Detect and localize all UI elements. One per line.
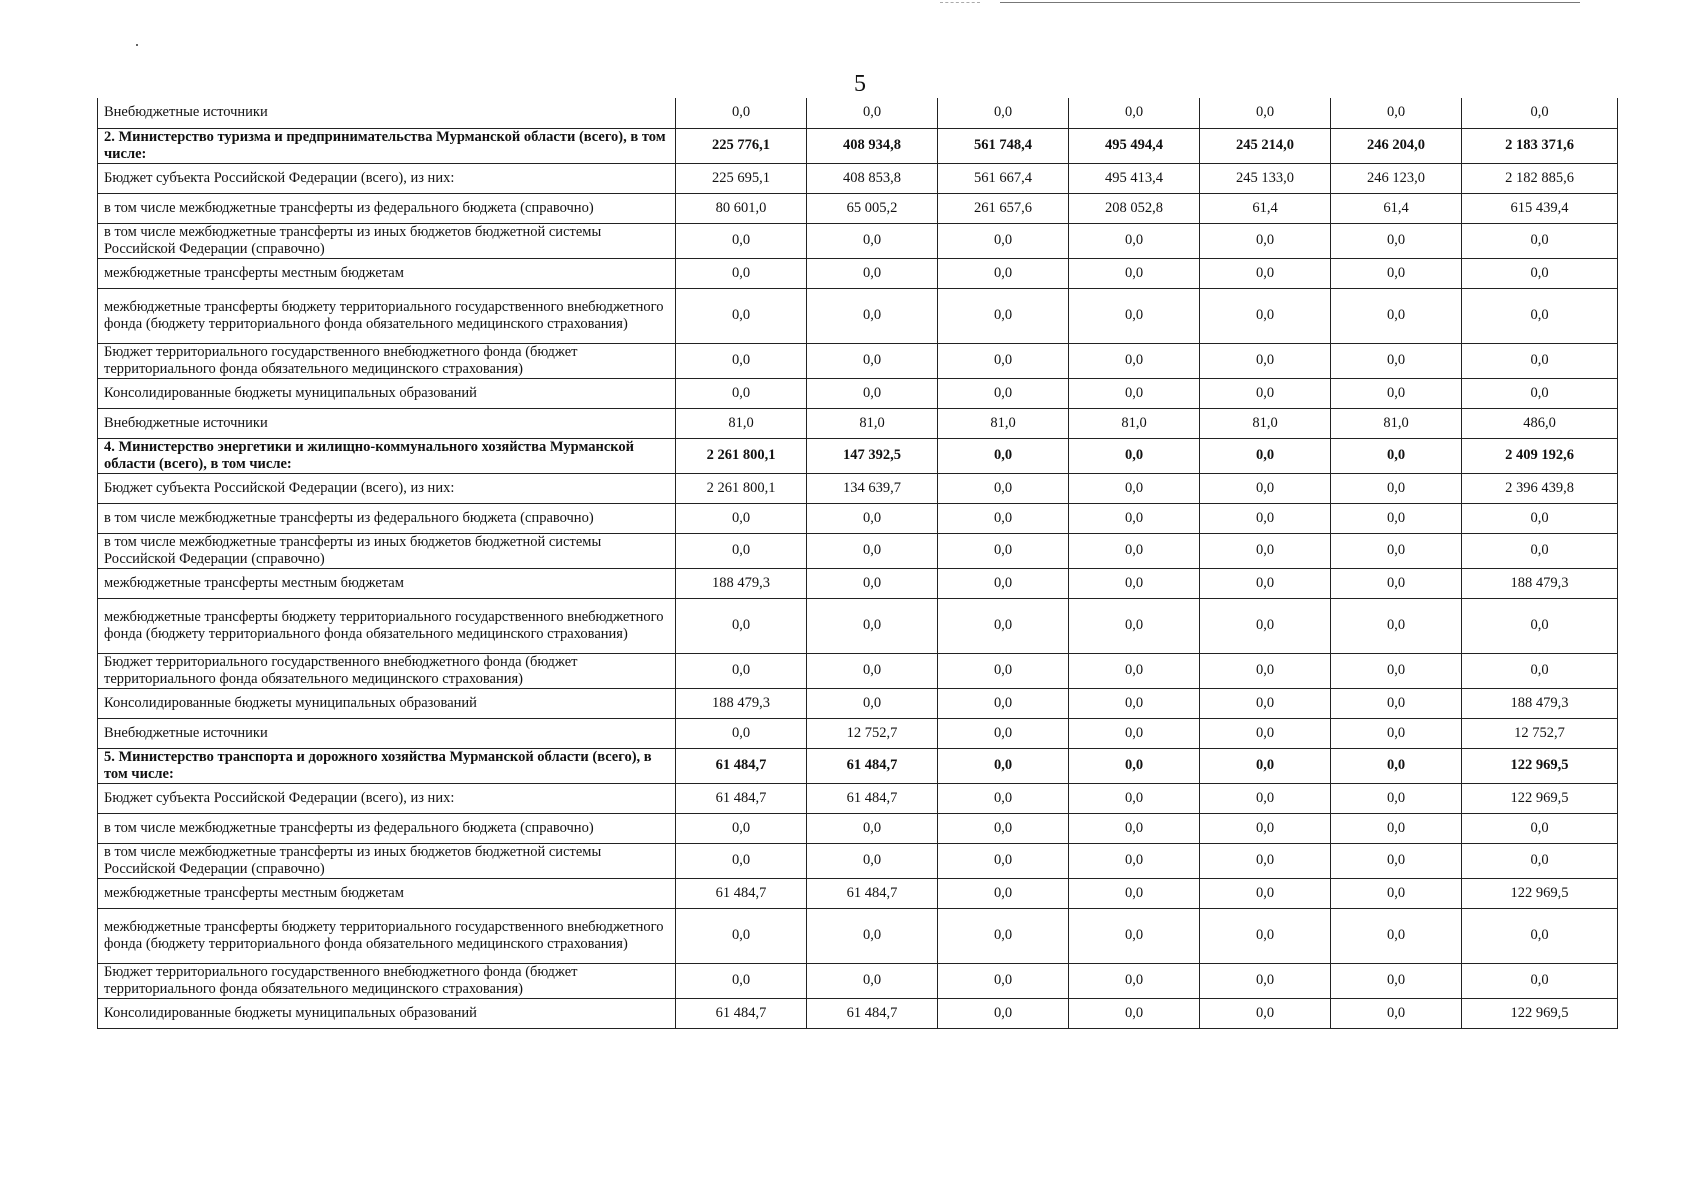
row-value-cell: 0,0 xyxy=(1200,343,1331,378)
row-value-cell: 0,0 xyxy=(1331,288,1462,343)
row-value-cell: 0,0 xyxy=(807,598,938,653)
row-value-cell: 0,0 xyxy=(1331,438,1462,473)
table-row xyxy=(98,98,1618,128)
row-value-cell: 0,0 xyxy=(1200,813,1331,843)
row-value-cell: 245 133,0 xyxy=(1200,163,1331,193)
row-label: Консолидированные бюджеты муниципальных образований xyxy=(98,378,676,408)
row-total-cell: 0,0 xyxy=(1462,598,1618,653)
row-value-cell: 0,0 xyxy=(1331,908,1462,963)
row-total-cell: 122 969,5 xyxy=(1462,748,1618,783)
table-row xyxy=(98,163,1618,193)
table-row xyxy=(98,963,1618,998)
row-value-cell: 0,0 xyxy=(1069,533,1200,568)
row-value-cell: 245 214,0 xyxy=(1200,128,1331,163)
page-number: 5 xyxy=(854,71,866,97)
row-value-cell: 0,0 xyxy=(1069,908,1200,963)
row-value-cell: 0,0 xyxy=(938,473,1069,503)
row-value-cell: 0,0 xyxy=(1200,223,1331,258)
row-label: Бюджет субъекта Российской Федерации (всего), из них: xyxy=(98,163,676,193)
row-total-cell: 0,0 xyxy=(1462,98,1618,128)
row-label: межбюджетные трансферты местным бюджетам xyxy=(98,878,676,908)
row-value-cell: 0,0 xyxy=(676,288,807,343)
budget-table-body xyxy=(98,98,1618,1028)
row-value-cell: 61 484,7 xyxy=(807,748,938,783)
row-value-cell: 0,0 xyxy=(1200,843,1331,878)
row-value-cell: 0,0 xyxy=(938,503,1069,533)
row-value-cell: 0,0 xyxy=(807,258,938,288)
row-value-cell: 81,0 xyxy=(676,408,807,438)
row-value-cell: 81,0 xyxy=(1069,408,1200,438)
row-value-cell: 0,0 xyxy=(938,813,1069,843)
row-value-cell: 0,0 xyxy=(938,963,1069,998)
row-value-cell: 0,0 xyxy=(1200,568,1331,598)
table-row xyxy=(98,533,1618,568)
table-row xyxy=(98,718,1618,748)
row-value-cell: 0,0 xyxy=(676,533,807,568)
row-value-cell: 80 601,0 xyxy=(676,193,807,223)
row-value-cell: 0,0 xyxy=(1331,783,1462,813)
row-total-cell: 0,0 xyxy=(1462,813,1618,843)
row-value-cell: 0,0 xyxy=(1331,343,1462,378)
row-total-cell: 12 752,7 xyxy=(1462,718,1618,748)
row-value-cell: 0,0 xyxy=(1200,998,1331,1028)
row-value-cell: 81,0 xyxy=(807,408,938,438)
row-value-cell: 495 413,4 xyxy=(1069,163,1200,193)
table-section-row xyxy=(98,748,1618,783)
row-value-cell: 0,0 xyxy=(1331,258,1462,288)
row-value-cell: 0,0 xyxy=(1069,813,1200,843)
row-label: Консолидированные бюджеты муниципальных образований xyxy=(98,998,676,1028)
table-row xyxy=(98,193,1618,223)
row-label: межбюджетные трансферты местным бюджетам xyxy=(98,568,676,598)
row-value-cell: 134 639,7 xyxy=(807,473,938,503)
row-label: Бюджет территориального государственного внебюджетного фонда (бюджет территориального фонда обязательного медицинского страхования) xyxy=(98,653,676,688)
row-value-cell: 246 123,0 xyxy=(1331,163,1462,193)
row-value-cell: 0,0 xyxy=(676,718,807,748)
row-value-cell: 0,0 xyxy=(1069,688,1200,718)
row-value-cell: 81,0 xyxy=(938,408,1069,438)
row-value-cell: 0,0 xyxy=(938,908,1069,963)
row-value-cell: 0,0 xyxy=(676,813,807,843)
row-total-cell: 0,0 xyxy=(1462,343,1618,378)
scan-speck xyxy=(136,44,138,46)
row-value-cell: 0,0 xyxy=(1069,783,1200,813)
row-value-cell: 0,0 xyxy=(676,503,807,533)
table-section-row xyxy=(98,438,1618,473)
row-value-cell: 0,0 xyxy=(1331,688,1462,718)
row-value-cell: 0,0 xyxy=(1069,568,1200,598)
row-value-cell: 208 052,8 xyxy=(1069,193,1200,223)
row-value-cell: 0,0 xyxy=(1331,878,1462,908)
table-row xyxy=(98,473,1618,503)
row-value-cell: 0,0 xyxy=(1069,843,1200,878)
row-value-cell: 61 484,7 xyxy=(676,783,807,813)
row-value-cell: 0,0 xyxy=(1331,378,1462,408)
row-value-cell: 0,0 xyxy=(676,343,807,378)
row-label: Консолидированные бюджеты муниципальных образований xyxy=(98,688,676,718)
row-value-cell: 0,0 xyxy=(938,748,1069,783)
table-row xyxy=(98,378,1618,408)
row-value-cell: 61 484,7 xyxy=(807,878,938,908)
row-value-cell: 61 484,7 xyxy=(676,998,807,1028)
row-label: 2. Министерство туризма и предпринимательства Мурманской области (всего), в том числе: xyxy=(98,128,676,163)
row-total-cell: 0,0 xyxy=(1462,258,1618,288)
row-value-cell: 0,0 xyxy=(807,813,938,843)
row-value-cell: 0,0 xyxy=(938,653,1069,688)
row-value-cell: 0,0 xyxy=(1069,378,1200,408)
row-total-cell: 486,0 xyxy=(1462,408,1618,438)
row-value-cell: 0,0 xyxy=(1331,963,1462,998)
row-value-cell: 0,0 xyxy=(1069,258,1200,288)
row-value-cell: 188 479,3 xyxy=(676,568,807,598)
row-value-cell: 0,0 xyxy=(1200,598,1331,653)
row-value-cell: 0,0 xyxy=(807,533,938,568)
row-value-cell: 0,0 xyxy=(1200,878,1331,908)
row-value-cell: 65 005,2 xyxy=(807,193,938,223)
row-value-cell: 0,0 xyxy=(1069,878,1200,908)
row-value-cell: 0,0 xyxy=(1200,378,1331,408)
row-value-cell: 0,0 xyxy=(807,653,938,688)
row-total-cell: 0,0 xyxy=(1462,533,1618,568)
row-value-cell: 0,0 xyxy=(1069,748,1200,783)
row-value-cell: 0,0 xyxy=(676,598,807,653)
row-value-cell: 0,0 xyxy=(938,288,1069,343)
row-value-cell: 0,0 xyxy=(1200,748,1331,783)
row-value-cell: 0,0 xyxy=(1331,98,1462,128)
table-row xyxy=(98,688,1618,718)
row-value-cell: 61,4 xyxy=(1200,193,1331,223)
row-total-cell: 0,0 xyxy=(1462,908,1618,963)
row-value-cell: 0,0 xyxy=(938,718,1069,748)
row-value-cell: 0,0 xyxy=(938,878,1069,908)
row-value-cell: 0,0 xyxy=(1200,908,1331,963)
row-total-cell: 188 479,3 xyxy=(1462,688,1618,718)
row-label: Бюджет субъекта Российской Федерации (всего), из них: xyxy=(98,473,676,503)
row-value-cell: 0,0 xyxy=(938,343,1069,378)
row-value-cell: 0,0 xyxy=(676,908,807,963)
row-value-cell: 0,0 xyxy=(1200,718,1331,748)
row-label: Внебюджетные источники xyxy=(98,718,676,748)
row-value-cell: 0,0 xyxy=(1200,688,1331,718)
row-value-cell: 0,0 xyxy=(676,258,807,288)
row-value-cell: 0,0 xyxy=(1331,503,1462,533)
row-value-cell: 81,0 xyxy=(1331,408,1462,438)
row-value-cell: 0,0 xyxy=(807,963,938,998)
row-total-cell: 2 183 371,6 xyxy=(1462,128,1618,163)
row-value-cell: 0,0 xyxy=(1331,748,1462,783)
row-total-cell: 0,0 xyxy=(1462,963,1618,998)
row-value-cell: 0,0 xyxy=(1200,503,1331,533)
row-value-cell: 0,0 xyxy=(938,378,1069,408)
row-value-cell: 0,0 xyxy=(1331,653,1462,688)
row-value-cell: 0,0 xyxy=(807,223,938,258)
row-value-cell: 0,0 xyxy=(676,843,807,878)
row-value-cell: 0,0 xyxy=(807,568,938,598)
row-label: Бюджет территориального государственного внебюджетного фонда (бюджет территориального фонда обязательного медицинского страхования) xyxy=(98,963,676,998)
row-label: в том числе межбюджетные трансферты из федерального бюджета (справочно) xyxy=(98,503,676,533)
row-value-cell: 0,0 xyxy=(676,98,807,128)
row-value-cell: 261 657,6 xyxy=(938,193,1069,223)
row-value-cell: 0,0 xyxy=(938,998,1069,1028)
row-label: межбюджетные трансферты бюджету территориального государственного внебюджетного фонда (бюджету территориального фонда обязательного медицинского страхования) xyxy=(98,598,676,653)
row-value-cell: 61 484,7 xyxy=(676,878,807,908)
row-value-cell: 0,0 xyxy=(1069,998,1200,1028)
row-total-cell: 122 969,5 xyxy=(1462,783,1618,813)
row-value-cell: 0,0 xyxy=(676,378,807,408)
budget-table xyxy=(97,98,1618,1029)
row-value-cell: 0,0 xyxy=(938,98,1069,128)
row-value-cell: 0,0 xyxy=(807,98,938,128)
row-label: в том числе межбюджетные трансферты из иных бюджетов бюджетной системы Российской Федерации (справочно) xyxy=(98,843,676,878)
row-value-cell: 2 261 800,1 xyxy=(676,473,807,503)
row-value-cell: 0,0 xyxy=(807,288,938,343)
table-row xyxy=(98,653,1618,688)
row-value-cell: 0,0 xyxy=(1331,998,1462,1028)
table-row xyxy=(98,843,1618,878)
row-value-cell: 561 667,4 xyxy=(938,163,1069,193)
row-value-cell: 495 494,4 xyxy=(1069,128,1200,163)
table-row xyxy=(98,223,1618,258)
row-label: Бюджет территориального государственного внебюджетного фонда (бюджет территориального фонда обязательного медицинского страхования) xyxy=(98,343,676,378)
table-row xyxy=(98,408,1618,438)
row-value-cell: 0,0 xyxy=(676,223,807,258)
row-value-cell: 61 484,7 xyxy=(807,783,938,813)
row-label: Внебюджетные источники xyxy=(98,408,676,438)
row-value-cell: 61 484,7 xyxy=(807,998,938,1028)
row-value-cell: 0,0 xyxy=(1200,288,1331,343)
row-value-cell: 0,0 xyxy=(938,258,1069,288)
row-total-cell: 0,0 xyxy=(1462,653,1618,688)
row-value-cell: 408 853,8 xyxy=(807,163,938,193)
table-row xyxy=(98,288,1618,343)
row-total-cell: 0,0 xyxy=(1462,223,1618,258)
row-value-cell: 0,0 xyxy=(1200,963,1331,998)
row-value-cell: 225 776,1 xyxy=(676,128,807,163)
row-value-cell: 0,0 xyxy=(1069,653,1200,688)
row-total-cell: 0,0 xyxy=(1462,288,1618,343)
row-total-cell: 0,0 xyxy=(1462,378,1618,408)
row-value-cell: 0,0 xyxy=(1069,473,1200,503)
row-value-cell: 0,0 xyxy=(807,378,938,408)
row-value-cell: 0,0 xyxy=(1069,963,1200,998)
row-value-cell: 0,0 xyxy=(807,688,938,718)
row-value-cell: 0,0 xyxy=(1069,343,1200,378)
row-value-cell: 0,0 xyxy=(807,843,938,878)
table-row xyxy=(98,258,1618,288)
table-row xyxy=(98,503,1618,533)
row-total-cell: 188 479,3 xyxy=(1462,568,1618,598)
row-value-cell: 0,0 xyxy=(1069,223,1200,258)
row-value-cell: 0,0 xyxy=(1069,718,1200,748)
row-value-cell: 0,0 xyxy=(1069,438,1200,473)
row-value-cell: 0,0 xyxy=(938,783,1069,813)
row-value-cell: 188 479,3 xyxy=(676,688,807,718)
row-value-cell: 0,0 xyxy=(1331,598,1462,653)
row-label: в том числе межбюджетные трансферты из федерального бюджета (справочно) xyxy=(98,193,676,223)
row-value-cell: 147 392,5 xyxy=(807,438,938,473)
row-value-cell: 61,4 xyxy=(1331,193,1462,223)
row-label: в том числе межбюджетные трансферты из федерального бюджета (справочно) xyxy=(98,813,676,843)
row-total-cell: 615 439,4 xyxy=(1462,193,1618,223)
row-total-cell: 0,0 xyxy=(1462,503,1618,533)
row-total-cell: 2 182 885,6 xyxy=(1462,163,1618,193)
row-value-cell: 0,0 xyxy=(1069,598,1200,653)
row-label: 5. Министерство транспорта и дорожного хозяйства Мурманской области (всего), в том числе: xyxy=(98,748,676,783)
row-label: Бюджет субъекта Российской Федерации (всего), из них: xyxy=(98,783,676,813)
row-value-cell: 0,0 xyxy=(1200,653,1331,688)
row-total-cell: 2 409 192,6 xyxy=(1462,438,1618,473)
row-value-cell: 408 934,8 xyxy=(807,128,938,163)
row-value-cell: 0,0 xyxy=(1200,438,1331,473)
row-value-cell: 0,0 xyxy=(938,568,1069,598)
row-label: Внебюджетные источники xyxy=(98,98,676,128)
table-section-row xyxy=(98,128,1618,163)
row-total-cell: 122 969,5 xyxy=(1462,878,1618,908)
row-total-cell: 122 969,5 xyxy=(1462,998,1618,1028)
row-value-cell: 0,0 xyxy=(676,653,807,688)
row-value-cell: 0,0 xyxy=(1200,533,1331,568)
row-value-cell: 0,0 xyxy=(1200,473,1331,503)
row-value-cell: 0,0 xyxy=(938,688,1069,718)
row-value-cell: 0,0 xyxy=(1331,473,1462,503)
row-value-cell: 0,0 xyxy=(1069,503,1200,533)
table-row xyxy=(98,998,1618,1028)
row-value-cell: 0,0 xyxy=(807,908,938,963)
row-value-cell: 0,0 xyxy=(807,503,938,533)
row-label: 4. Министерство энергетики и жилищно-коммунального хозяйства Мурманской области (всего), в том числе: xyxy=(98,438,676,473)
row-value-cell: 0,0 xyxy=(938,438,1069,473)
row-label: межбюджетные трансферты бюджету территориального государственного внебюджетного фонда (бюджету территориального фонда обязательного медицинского страхования) xyxy=(98,288,676,343)
row-value-cell: 561 748,4 xyxy=(938,128,1069,163)
row-value-cell: 0,0 xyxy=(1331,843,1462,878)
table-row xyxy=(98,783,1618,813)
row-value-cell: 0,0 xyxy=(676,963,807,998)
row-value-cell: 61 484,7 xyxy=(676,748,807,783)
row-label: межбюджетные трансферты бюджету территориального государственного внебюджетного фонда (бюджету территориального фонда обязательного медицинского страхования) xyxy=(98,908,676,963)
scan-artifact-dash xyxy=(940,2,980,3)
row-value-cell: 0,0 xyxy=(938,223,1069,258)
row-value-cell: 0,0 xyxy=(938,533,1069,568)
row-value-cell: 246 204,0 xyxy=(1331,128,1462,163)
row-value-cell: 0,0 xyxy=(1200,783,1331,813)
row-value-cell: 0,0 xyxy=(1331,223,1462,258)
row-value-cell: 0,0 xyxy=(1331,568,1462,598)
row-label: в том числе межбюджетные трансферты из иных бюджетов бюджетной системы Российской Федерации (справочно) xyxy=(98,223,676,258)
table-row xyxy=(98,343,1618,378)
row-value-cell: 0,0 xyxy=(1069,98,1200,128)
table-row xyxy=(98,813,1618,843)
table-row xyxy=(98,878,1618,908)
row-value-cell: 0,0 xyxy=(1331,813,1462,843)
table-row xyxy=(98,598,1618,653)
row-total-cell: 0,0 xyxy=(1462,843,1618,878)
row-value-cell: 0,0 xyxy=(1200,98,1331,128)
row-value-cell: 0,0 xyxy=(1331,533,1462,568)
row-value-cell: 12 752,7 xyxy=(807,718,938,748)
row-value-cell: 0,0 xyxy=(807,343,938,378)
row-value-cell: 81,0 xyxy=(1200,408,1331,438)
row-label: в том числе межбюджетные трансферты из иных бюджетов бюджетной системы Российской Федерации (справочно) xyxy=(98,533,676,568)
table-row xyxy=(98,908,1618,963)
table-row xyxy=(98,568,1618,598)
row-value-cell: 0,0 xyxy=(1331,718,1462,748)
row-value-cell: 0,0 xyxy=(938,843,1069,878)
row-value-cell: 2 261 800,1 xyxy=(676,438,807,473)
row-value-cell: 225 695,1 xyxy=(676,163,807,193)
row-total-cell: 2 396 439,8 xyxy=(1462,473,1618,503)
row-label: межбюджетные трансферты местным бюджетам xyxy=(98,258,676,288)
row-value-cell: 0,0 xyxy=(1069,288,1200,343)
row-value-cell: 0,0 xyxy=(938,598,1069,653)
row-value-cell: 0,0 xyxy=(1200,258,1331,288)
header-rule xyxy=(1000,2,1580,3)
